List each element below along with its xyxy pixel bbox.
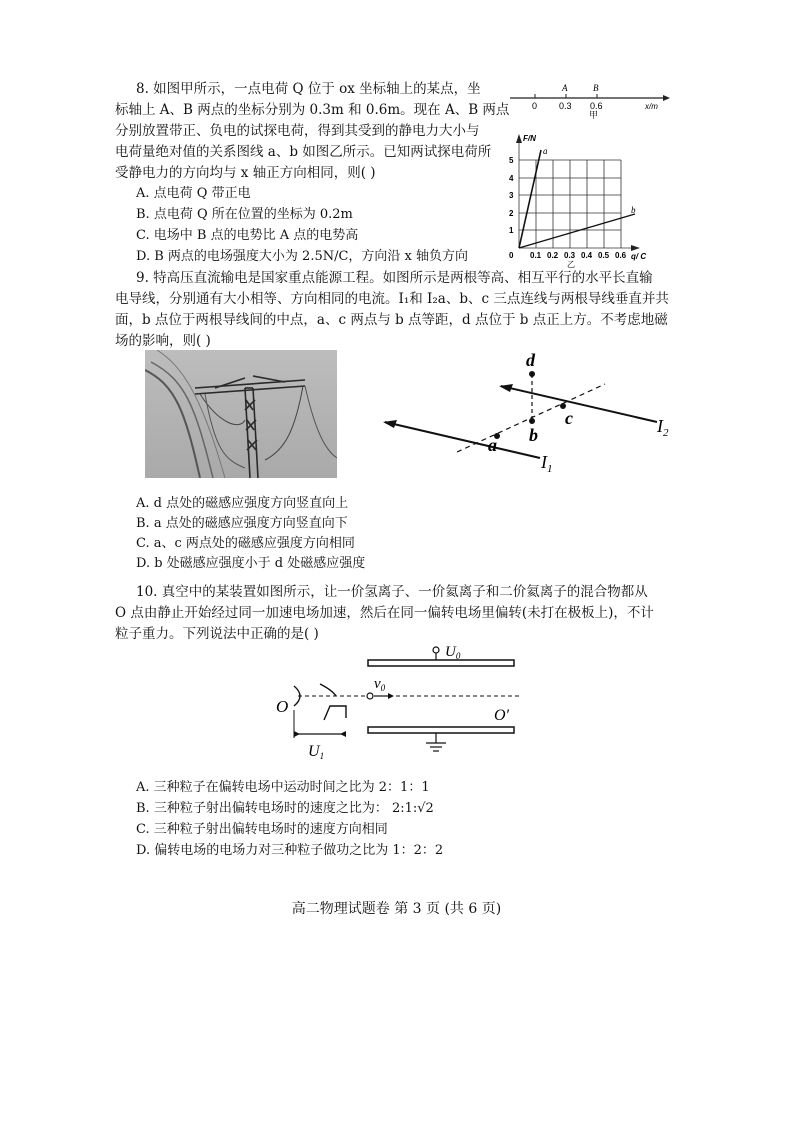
label-o-prime: O′	[494, 707, 510, 724]
q8-option-d: D. B 两点的电场强度大小为 2.5N/C，方向沿 x 轴负方向	[136, 249, 469, 264]
q10-line-3: 粒子重力。下列说法中正确的是( )	[115, 626, 319, 642]
q8-figure-yi	[503, 128, 653, 268]
q8-figure-jia	[505, 78, 675, 120]
q9-option-b: B. a 点处的磁感应强度方向竖直向下	[136, 516, 348, 531]
line-a-label: a	[543, 146, 548, 156]
accelerator-plate	[324, 706, 346, 720]
tick-03: 0.3	[559, 101, 572, 111]
point-b	[529, 418, 535, 424]
page-footer: 高二物理试题卷 第 3 页 (共 6 页)	[291, 901, 502, 917]
particle	[367, 693, 373, 699]
xtick-04: 0.4	[581, 251, 593, 260]
q8-line-1: 8. 如图甲所示，一点电荷 Q 位于 ox 坐标轴上的某点，坐	[136, 81, 481, 97]
q8-line-4: 电荷量绝对值的关系图线 a、b 如图乙所示。已知两试探电荷所	[115, 144, 492, 160]
ytick-1: 1	[509, 226, 514, 235]
label-a: a	[488, 435, 497, 455]
label-u0: $U_0$	[445, 644, 461, 661]
wire-i2	[501, 386, 657, 422]
ytick-5: 5	[509, 156, 514, 165]
xtick-02: 0.2	[547, 251, 559, 260]
q8-option-c: C. 电场中 B 点的电势比 A 点的电势高	[136, 228, 359, 243]
wire-i1	[385, 422, 540, 458]
q10-option-b: B. 三种粒子射出偏转电场时的速度之比为： 2:1:√2	[136, 801, 434, 816]
q8-option-a: A. 点电荷 Q 带正电	[136, 186, 251, 201]
point-a-label: A	[562, 83, 568, 93]
x-axis-label: q/ C	[631, 252, 647, 261]
q10-option-a: A. 三种粒子在偏转电场中运动时间之比为 2：1：1	[136, 780, 430, 795]
line-b-label: b	[631, 205, 636, 215]
point-b-label: B	[593, 83, 599, 93]
q8-option-b: B. 点电荷 Q 所在位置的坐标为 0.2m	[136, 207, 353, 222]
q9-wires-figure	[375, 350, 695, 480]
label-u1: U1	[308, 743, 325, 761]
q10-apparatus-figure	[270, 640, 530, 762]
x-axis-label: x/m	[645, 102, 658, 111]
fig-yi-caption: 乙	[567, 260, 575, 268]
q8-line-5: 受静电力的方向均与 x 轴正方向相同，则( )	[115, 165, 376, 181]
line-b	[519, 214, 635, 248]
line-a	[519, 150, 541, 248]
xtick-06: 0.6	[615, 251, 627, 260]
q9-option-a: A. d 点处的磁感应强度方向竖直向上	[136, 496, 349, 511]
upper-plate	[368, 660, 514, 666]
ytick-2: 2	[509, 209, 514, 218]
point-d	[529, 371, 535, 377]
q9-option-c: C. a、c 两点处的磁感应强度方向相同	[136, 536, 355, 551]
ytick-4: 4	[509, 174, 514, 183]
label-d: d	[526, 350, 535, 370]
q10-option-d: D. 偏转电场的电场力对三种粒子做功之比为 1：2：2	[136, 843, 444, 858]
q10-line-1: 10. 真空中的某装置如图所示，让一价氢离子、一价氦离子和二价氦离子的混合物都从	[136, 584, 648, 600]
xtick-03: 0.3	[564, 251, 576, 260]
label-v0: $v_0$	[374, 676, 386, 693]
q10-line-2: O 点由静止开始经过同一加速电场加速，然后在同一偏转电场里偏转(未打在极板上)，不计	[115, 605, 654, 621]
xtick-05: 0.5	[598, 251, 610, 260]
q9-line-1: 9. 特高压直流输电是国家重点能源工程。如图所示是两根等高、相互平行的水平长直输	[136, 270, 653, 286]
label-i2: $I_2$	[657, 416, 669, 439]
q10-option-c: C. 三种粒子射出偏转电场时的速度方向相同	[136, 822, 388, 837]
q8-line-2: 标轴上 A、B 两点的坐标分别为 0.3m 和 0.6m。现在 A、B 两点	[115, 102, 510, 118]
label-c: c	[565, 408, 573, 428]
q9-line-3: 面，b 点位于两根导线间的中点，a、c 两点与 b 点等距，d 点位于 b 点正上方。不考虑地磁	[115, 312, 668, 328]
label-b: b	[529, 425, 538, 445]
q9-line-4: 场的影响，则( )	[115, 333, 211, 349]
tick-06: 0.6	[590, 101, 603, 111]
q8-line-3: 分别放置带正、负电的试探电荷，得到其受到的静电力大小与	[115, 123, 480, 139]
fig-jia-caption: 甲	[589, 111, 599, 120]
ytick-3: 3	[509, 191, 514, 200]
q9-line-2: 电导线，分别通有大小相等、方向相同的电流。I₁和 I₂a、b、c 三点连线与两根导线垂直并共	[115, 291, 669, 307]
xtick-01: 0.1	[530, 251, 542, 260]
pylon-illustration	[145, 350, 337, 478]
label-o: O	[276, 697, 289, 716]
y-axis-label: F/N	[523, 134, 536, 143]
label-i1: $I_1$	[541, 452, 553, 475]
power-pylon-photo	[145, 350, 337, 478]
lower-plate	[368, 727, 514, 733]
q9-option-d: D. b 处磁感应强度小于 d 处磁感应强度	[136, 556, 366, 571]
tick-0: 0	[532, 101, 538, 111]
origin-label: 0	[509, 251, 514, 260]
